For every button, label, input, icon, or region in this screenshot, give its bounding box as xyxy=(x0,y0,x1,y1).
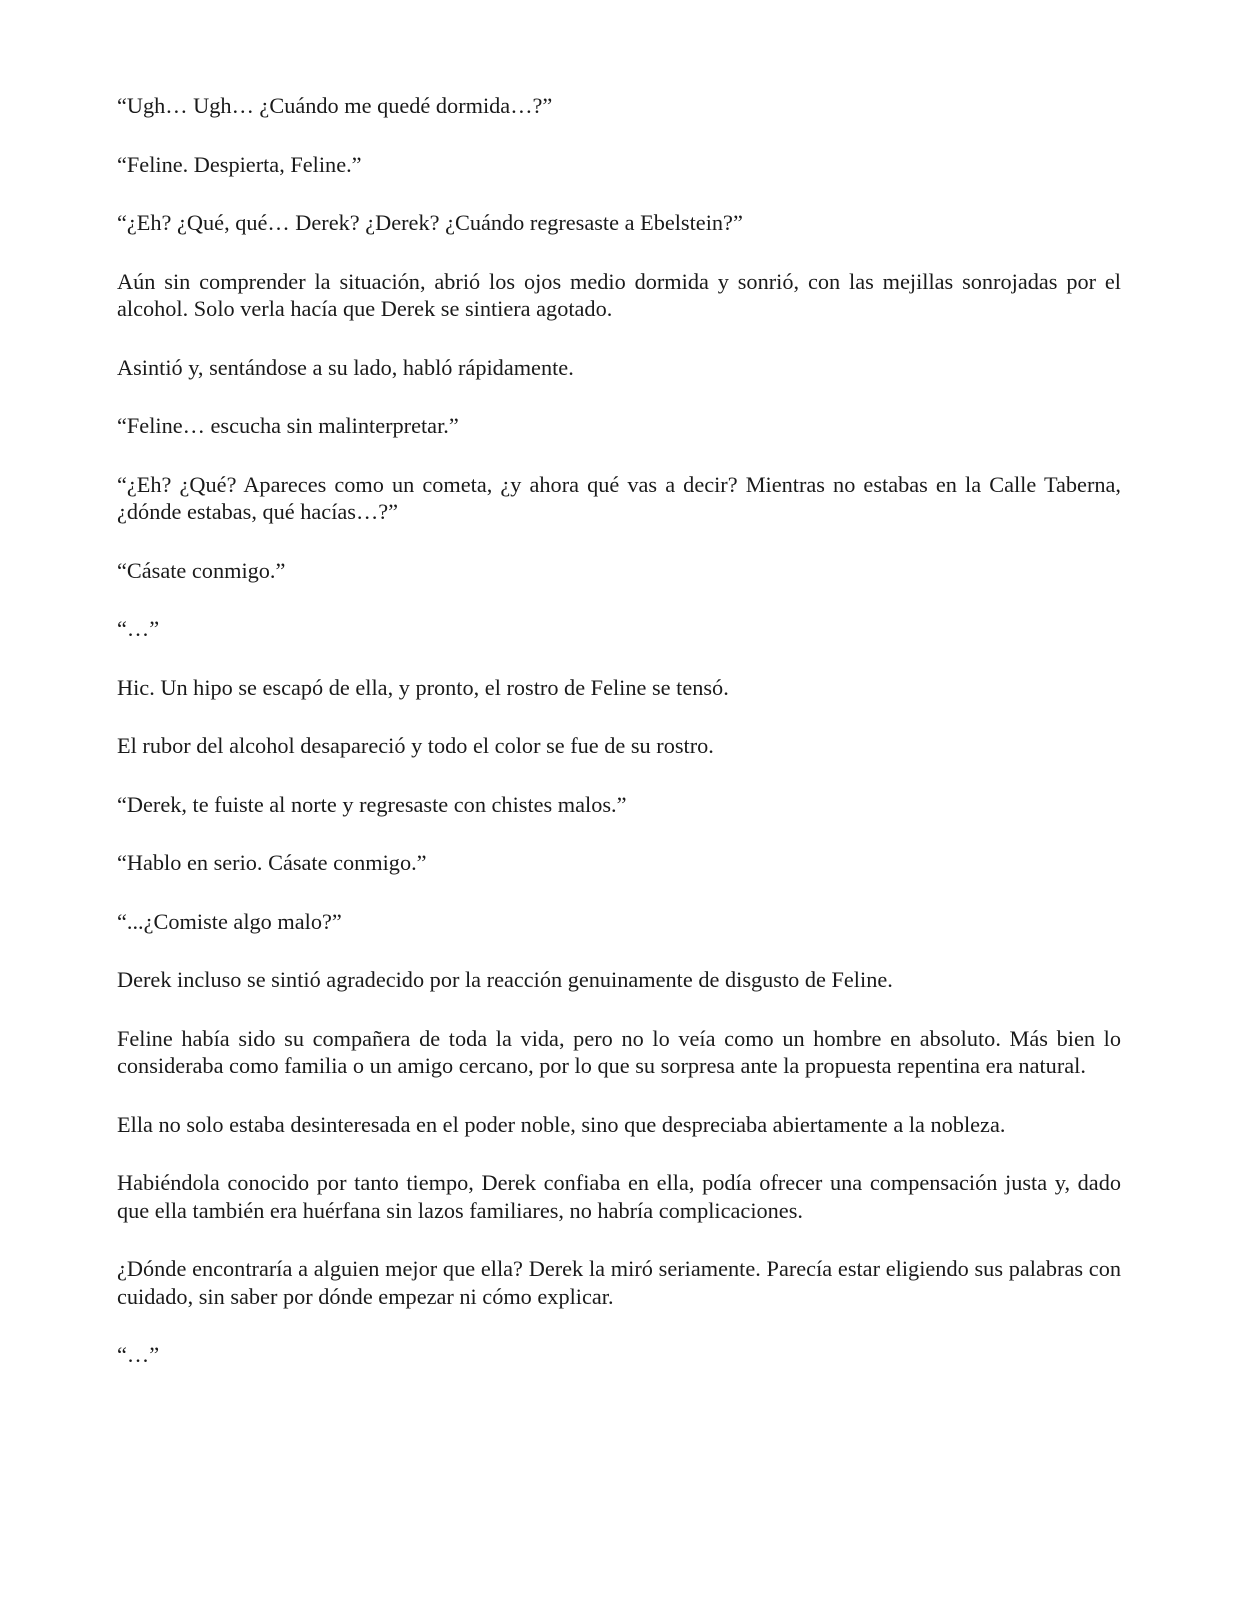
paragraph-16: Feline había sido su compañera de toda la vida, pero no lo veía como un hombre en absoluto. Más bien lo consideraba como familia o un amigo cercano, por lo que su sorpresa ante la propuesta repentina era natural. xyxy=(117,1025,1121,1078)
paragraph-15: Derek incluso se sintió agradecido por la reacción genuinamente de disgusto de Feline. xyxy=(117,967,893,992)
paragraph-14: “...¿Comiste algo malo?” xyxy=(117,908,342,934)
paragraph-3: “¿Eh? ¿Qué, qué… Derek? ¿Derek? ¿Cuándo regresaste a Ebelstein?” xyxy=(117,210,743,235)
paragraph-9: “…” xyxy=(117,616,160,641)
paragraph-13: “Hablo en serio. Cásate conmigo.” xyxy=(117,850,427,875)
paragraph-6: “Feline… escucha sin malinterpretar.” xyxy=(117,413,459,438)
paragraph-19: ¿Dónde encontraría a alguien mejor que ella? Derek la miró seriamente. Parecía estar eligiendo sus palabras con cuidado, sin saber por dónde empezar ni cómo explicar. xyxy=(117,1256,1121,1309)
paragraph-12: “Derek, te fuiste al norte y regresaste con chistes malos.” xyxy=(117,791,627,817)
paragraph-17: Ella no solo estaba desinteresada en el poder noble, sino que despreciaba abiertamente a la nobleza. xyxy=(117,1111,1006,1137)
paragraph-11: El rubor del alcohol desapareció y todo el color se fue de su rostro. xyxy=(117,733,714,758)
paragraph-20: “…” xyxy=(117,1342,160,1367)
paragraph-1: “Ugh… Ugh… ¿Cuándo me quedé dormida…?” xyxy=(117,93,553,118)
paragraph-4: Aún sin comprender la situación, abrió los ojos medio dormida y sonrió, con las mejillas sonrojadas por el alcohol. Solo verla hacía que Derek se sintiera agotado. xyxy=(117,268,1121,321)
paragraph-8: “Cásate conmigo.” xyxy=(117,557,286,583)
paragraph-2: “Feline. Despierta, Feline.” xyxy=(117,151,362,177)
paragraph-10: Hic. Un hipo se escapó de ella, y pronto, el rostro de Feline se tensó. xyxy=(117,674,729,700)
paragraph-5: Asintió y, sentándose a su lado, habló rápidamente. xyxy=(117,354,574,380)
paragraph-7: “¿Eh? ¿Qué? Apareces como un cometa, ¿y ahora qué vas a decir? Mientras no estabas en la Calle Taberna, ¿dónde estabas, qué hacías…?” xyxy=(117,471,1121,524)
document-page xyxy=(117,92,1121,1400)
paragraph-18: Habiéndola conocido por tanto tiempo, Derek confiaba en ella, podía ofrecer una compensación justa y, dado que ella también era huérfana sin lazos familiares, no habría complicaciones. xyxy=(117,1170,1121,1223)
